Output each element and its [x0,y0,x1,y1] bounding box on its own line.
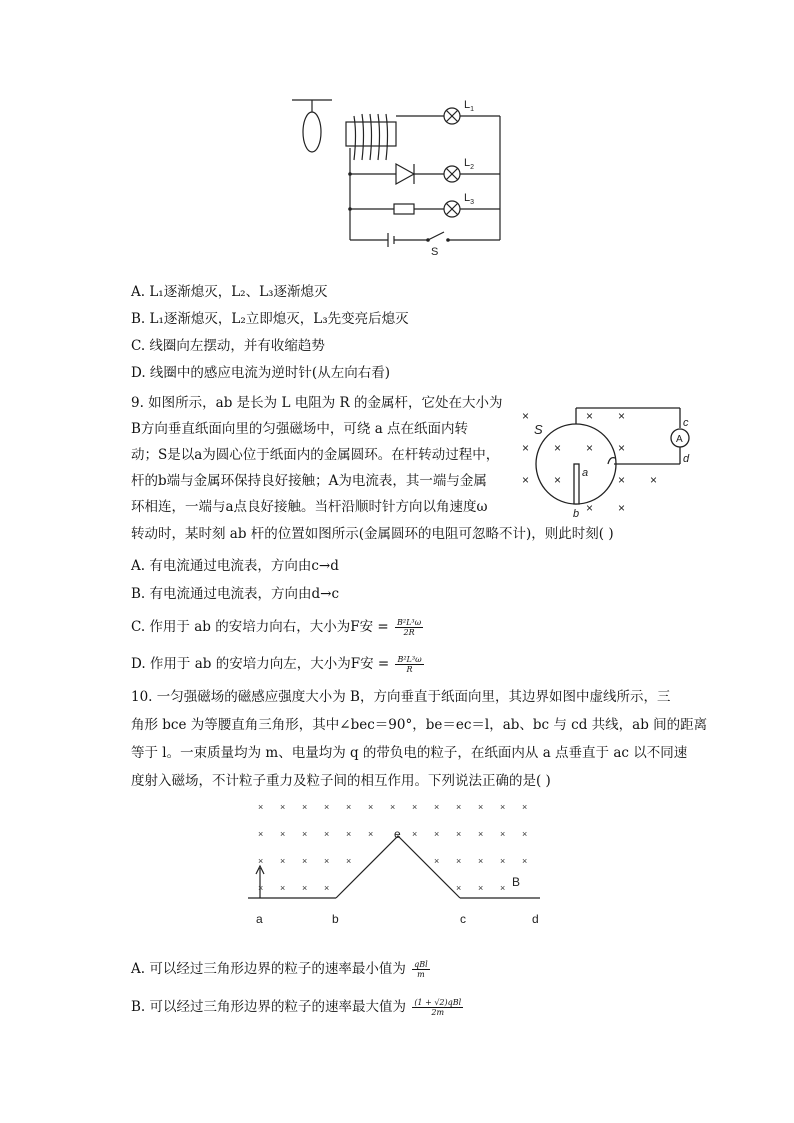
q8-option-b: B. L₁逐渐熄灭，L₂立即熄灭，L₃先变亮后熄灭 [131,311,409,327]
svg-text:×: × [522,802,528,812]
q10-stem-line-4: 度射入磁场，不计粒子重力及粒子间的相互作用。下列说法正确的是( ) [131,773,551,789]
svg-text:×: × [324,856,330,866]
svg-text:×: × [324,829,330,839]
svg-text:×: × [618,441,626,455]
svg-text:S: S [534,422,543,437]
svg-text:×: × [554,473,562,487]
svg-text:×: × [390,802,396,812]
label-L2: $L_2$ [464,157,475,171]
svg-text:A: A [676,434,683,445]
svg-text:×: × [302,883,308,893]
svg-text:×: × [522,829,528,839]
svg-text:×: × [478,829,484,839]
svg-text:×: × [434,802,440,812]
q9-stem-line-6: 转动时，某时刻 ab 杆的位置如图所示(金属圆环的电阻可忽略不计)，则此时刻( ) [131,526,614,542]
svg-text:e: e [394,827,401,841]
svg-text:×: × [412,802,418,812]
label-L1: $L_1$ [464,99,475,113]
q10-option-a: A. 可以经过三角形边界的粒子的速率最小值为 $\frac{\text{qBl}}{m}$ [131,960,428,979]
svg-text:×: × [586,501,594,515]
q10-option-a-formula: $\frac{\text{qBl}}{m}$ [414,960,428,979]
svg-text:×: × [302,829,308,839]
q10-stem-line-3: 等于 l。一束质量均为 m、电量均为 q 的带负电的粒子，在纸面内从 a 点垂直于 ac 以不同速 [131,745,688,761]
svg-text:×: × [434,829,440,839]
svg-text:×: × [500,802,506,812]
svg-text:×: × [280,802,286,812]
svg-text:×: × [500,829,506,839]
svg-text:×: × [650,473,658,487]
svg-text:a: a [256,912,263,926]
svg-text:×: × [478,856,484,866]
svg-text:×: × [500,856,506,866]
svg-text:×: × [258,883,264,893]
svg-text:×: × [522,441,530,455]
svg-text:×: × [456,883,462,893]
svg-text:b: b [573,508,580,520]
svg-text:c: c [460,912,466,926]
svg-text:×: × [522,409,530,423]
q10-stem-line-1: 10. 一匀强磁场的磁感应强度大小为 B，方向垂直于纸面向里，其边界如图中虚线所示，三 [131,689,671,705]
svg-text:×: × [412,829,418,839]
q8-option-d: D. 线圈中的感应电流为逆时针(从左向右看) [131,365,390,381]
svg-text:×: × [346,856,352,866]
svg-text:×: × [500,883,506,893]
q9-stem-line-2: B方向垂直纸面向里的匀强磁场中，可绕 a 点在纸面内转 [131,421,469,437]
svg-text:a: a [582,467,589,479]
svg-text:b: b [332,912,339,926]
q9-stem-line-4: 杆的b端与金属环保持良好接触；A为电流表，其一端与金属 [131,473,487,489]
svg-text:×: × [618,473,626,487]
svg-text:d: d [683,453,690,465]
svg-text:×: × [522,856,528,866]
svg-text:×: × [258,802,264,812]
svg-text:×: × [346,829,352,839]
svg-text:×: × [478,883,484,893]
svg-text:×: × [522,473,530,487]
svg-text:d: d [532,912,539,926]
svg-text:×: × [456,856,462,866]
q8-option-a: A. L₁逐渐熄灭，L₂、L₃逐渐熄灭 [131,284,328,300]
svg-text:×: × [434,856,440,866]
q10-option-b: B. 可以经过三角形边界的粒子的速率最大值为 $\frac{\text{(1 + √2)qBl}}{2m}$ [131,998,462,1017]
figure-q9-ring-rod [520,400,695,520]
q10-stem-line-2: 角形 bce 为等腰直角三角形，其中∠bec＝90°，be＝ec＝l，ab、bc 与 cd 共线，ab 间的距离 [131,717,708,733]
svg-text:×: × [302,802,308,812]
q9-option-b: B. 有电流通过电流表，方向由d→c [131,586,340,602]
svg-text:×: × [280,829,286,839]
svg-text:×: × [368,802,374,812]
svg-text:×: × [258,856,264,866]
svg-text:×: × [586,409,594,423]
svg-text:×: × [368,829,374,839]
q9-option-d: D. 作用于 ab 的安培力向左，大小为F安 = $\frac{\text{B²L³ω}}{R}$ [131,655,422,674]
q9-option-c-formula: $\frac{\text{B²L³ω}}{2R}$ [396,618,422,637]
q9-stem-line-1: 9. 如图所示，ab 是长为 L 电阻为 R 的金属杆，它处在大小为 [131,395,503,411]
svg-text:×: × [280,856,286,866]
circuit-diagram-q8 [280,90,520,260]
svg-text:×: × [586,441,594,455]
svg-text:×: × [618,501,626,515]
svg-text:×: × [456,829,462,839]
q9-option-c: C. 作用于 ab 的安培力向右，大小为F安 = $\frac{\text{B²L³ω}}{2R}$ [131,618,422,637]
svg-text:×: × [456,802,462,812]
svg-text:×: × [324,802,330,812]
label-S: S [431,246,439,258]
svg-text:×: × [478,802,484,812]
q9-stem-line-5: 环相连，一端与a点良好接触。当杆沿顺时针方向以角速度ω [131,499,488,515]
svg-text:c: c [683,417,689,429]
q9-option-d-formula: $\frac{\text{B²L³ω}}{R}$ [397,655,422,674]
svg-text:×: × [302,856,308,866]
svg-text:B: B [512,875,521,889]
q9-stem-line-3: 动；S是以a为圆心位于纸面内的金属圆环。在杆转动过程中， [131,447,500,463]
figure-q10-magnetic-field [240,798,560,933]
q8-option-c: C. 线圈向左摆动，并有收缩趋势 [131,338,325,354]
svg-text:×: × [346,802,352,812]
svg-text:×: × [618,409,626,423]
svg-text:×: × [554,441,562,455]
svg-text:×: × [324,883,330,893]
svg-text:×: × [258,829,264,839]
svg-text:×: × [280,883,286,893]
q9-option-a: A. 有电流通过电流表，方向由c→d [131,558,339,574]
label-L3: $L_3$ [464,192,475,206]
q10-option-b-formula: $\frac{\text{(1 + √2)qBl}}{2m}$ [414,998,462,1017]
